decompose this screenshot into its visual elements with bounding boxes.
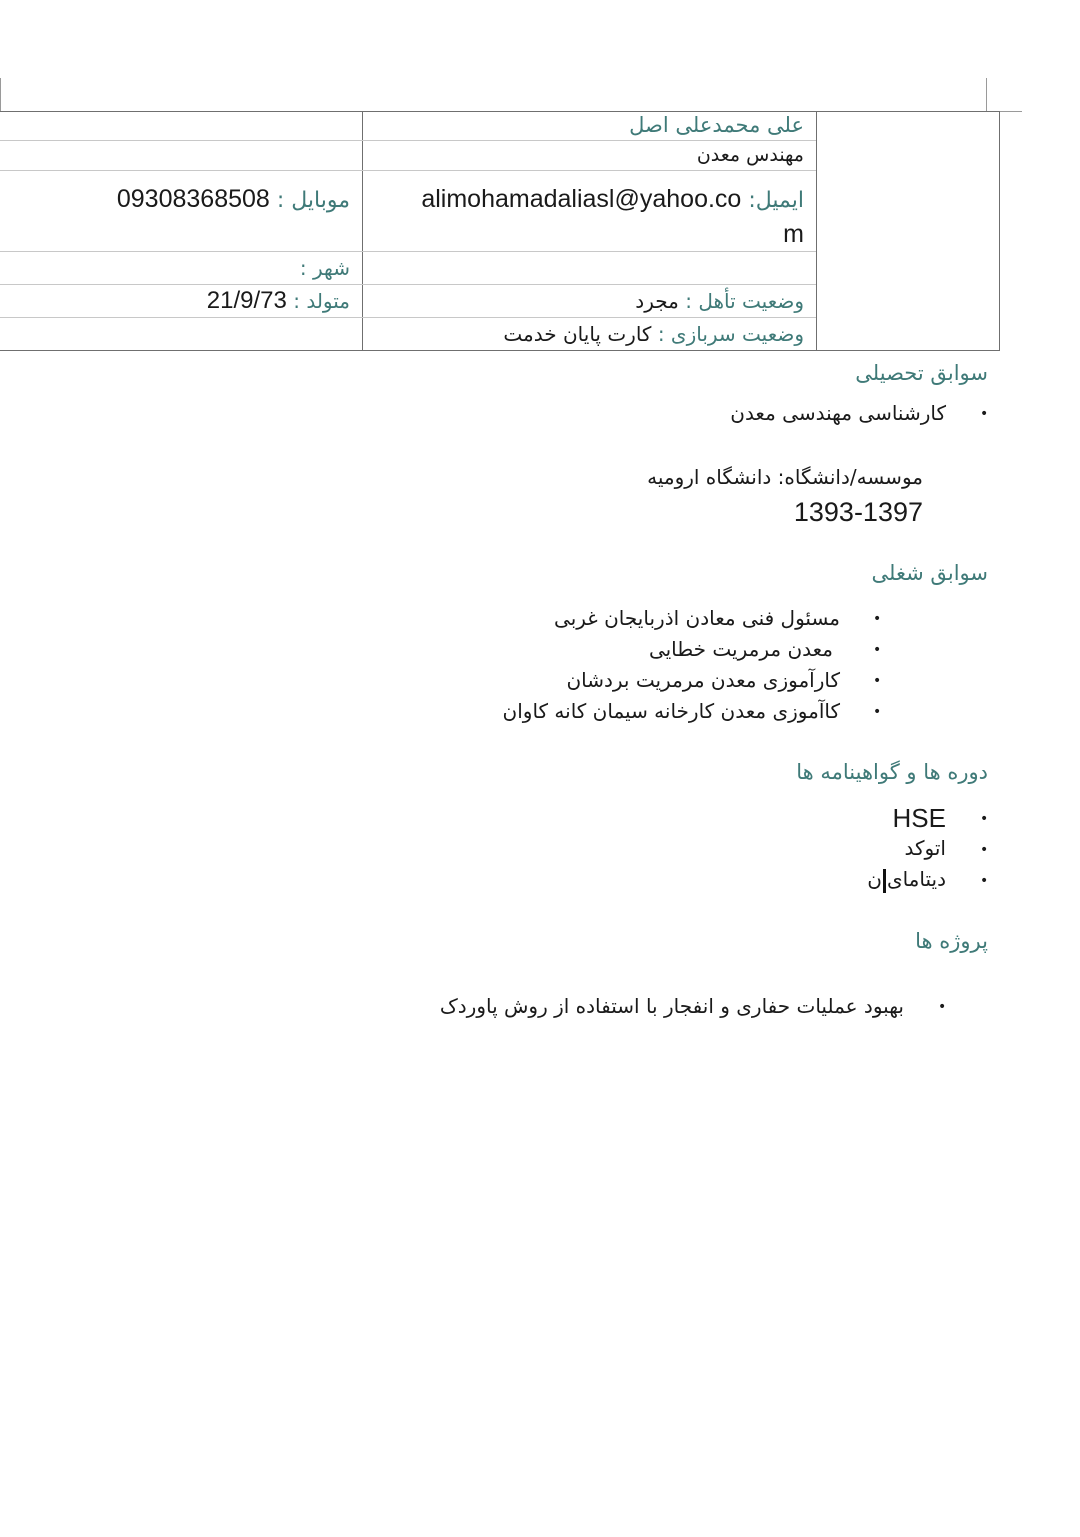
table-row-divider xyxy=(0,140,816,141)
table-row-divider xyxy=(0,170,816,171)
military-label: وضعیت سربازی : xyxy=(657,322,804,346)
margin-mark-right-vertical xyxy=(986,78,987,112)
education-institute: موسسه/دانشگاه: دانشگاه ارومیه xyxy=(647,465,923,489)
bullet-icon: • xyxy=(980,873,989,889)
bullet-icon: • xyxy=(980,811,989,827)
education-heading: سوابق تحصیلی xyxy=(855,361,988,385)
work-item: معدن مرمریت خطایی xyxy=(648,637,833,661)
project-item: بهبود عملیات حفاری و انفجار با استفاده از روش پاوردک xyxy=(439,994,904,1018)
bullet-icon: • xyxy=(873,642,882,658)
bullet-icon: • xyxy=(938,999,947,1015)
projects-heading: پروژه ها xyxy=(915,929,988,953)
city-label: شهر : xyxy=(299,256,350,280)
email-label: ایمیل: xyxy=(748,188,804,213)
table-top-border xyxy=(0,111,1000,112)
work-heading: سوابق شغلی xyxy=(871,561,988,585)
profile-name: علی محمدعلی اصل xyxy=(629,113,804,137)
table-column-divider xyxy=(816,111,817,351)
table-bottom-border xyxy=(0,350,1000,351)
military-field xyxy=(503,318,804,350)
email-field xyxy=(421,184,804,216)
certs-heading: دوره ها و گواهینامه ها xyxy=(796,760,988,784)
cert-item: HSE xyxy=(892,803,946,833)
cert-item-text: دیتامای xyxy=(886,867,946,891)
text-cursor-icon xyxy=(883,869,886,893)
bullet-icon: • xyxy=(980,406,989,422)
email-value-wrap: m xyxy=(783,220,804,248)
work-item: مسئول فنی معادن اذربایجان غربی xyxy=(554,606,840,630)
marital-field xyxy=(635,285,804,317)
margin-mark-right-horizontal xyxy=(1000,111,1022,112)
cert-item: اتوکد xyxy=(904,836,946,860)
birth-value: 21/9/73 xyxy=(206,287,287,314)
margin-mark-left xyxy=(0,78,1,112)
education-years: 1393-1397 xyxy=(793,497,923,527)
bullet-icon: • xyxy=(873,704,882,720)
table-row-divider xyxy=(0,251,816,252)
mobile-label: موبایل : xyxy=(276,188,350,213)
birth-label: متولد : xyxy=(293,289,350,313)
table-right-border xyxy=(999,111,1000,351)
bullet-icon: • xyxy=(873,611,882,627)
bullet-icon: • xyxy=(980,842,989,858)
military-value: کارت پایان خدمت xyxy=(503,322,652,346)
table-column-divider xyxy=(362,111,363,351)
education-degree: کارشناسی مهندسی معدن xyxy=(730,401,946,425)
work-item: کارآموزی معدن مرمریت بردشان xyxy=(566,668,840,692)
marital-label: وضعیت تأهل : xyxy=(685,289,804,313)
work-item: کاآموزی معدن کارخانه سیمان کانه کاوان xyxy=(502,699,840,723)
email-value: alimohamadaliasl@yahoo.co xyxy=(421,185,742,213)
cert-item-tail: ن xyxy=(867,867,882,891)
marital-value: مجرد xyxy=(635,289,679,313)
birth-field xyxy=(207,285,350,317)
mobile-field xyxy=(117,184,350,216)
profile-title: مهندس معدن xyxy=(696,144,804,166)
mobile-value: 09308368508 xyxy=(116,185,270,213)
bullet-icon: • xyxy=(873,673,882,689)
cert-item xyxy=(867,867,946,893)
